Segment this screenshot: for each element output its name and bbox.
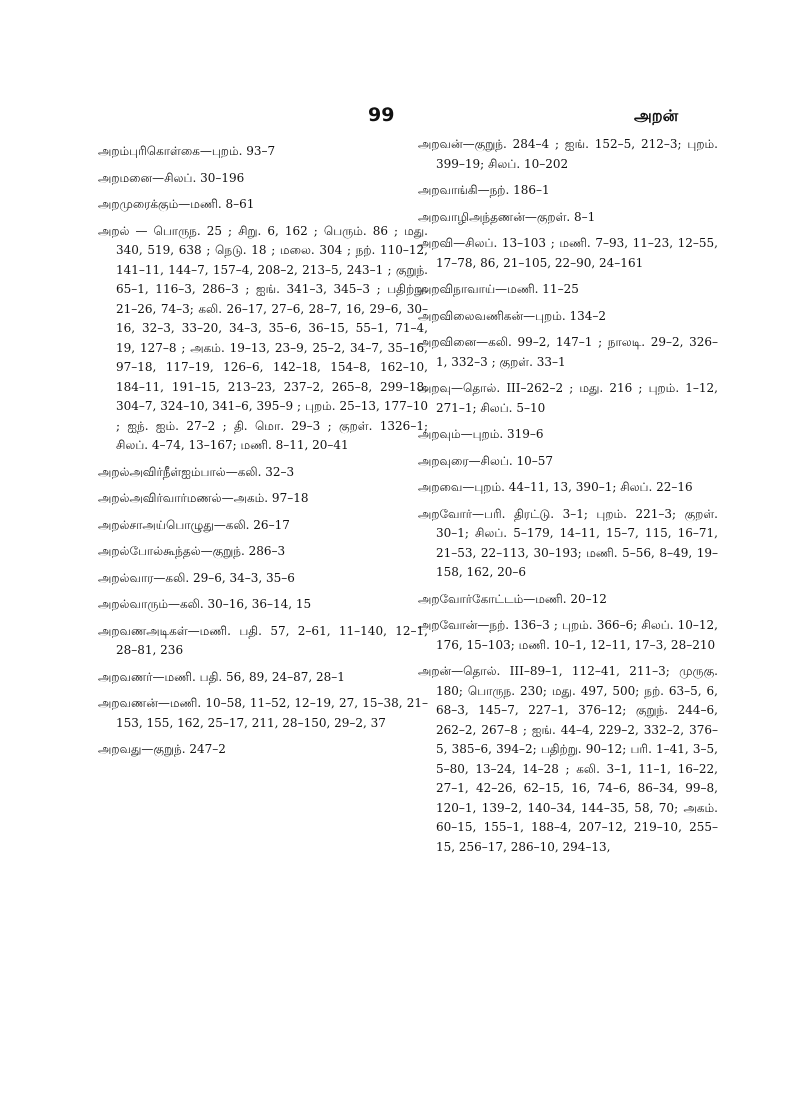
index-entry: அறவிலைவணிகன்—புறம். 134–2 bbox=[418, 308, 607, 323]
index-entry: அறல்வார—கலி. 29–6, 34–3, 35–6 bbox=[98, 570, 295, 585]
index-entry: அறல் — பொருந. 25 ; சிறு. 6, 162 ; பெரும். 86 ; மது. 340, 519, 638 ; நெடு. 18 ; மலை. 304 ; நற். 110–12, 141–11, 144–7, 157–4, 208–2, 213–5, 243–1 ; குறுந். 65–1, 116–3, 286–3 ; ஐங். 341–3, 345–3 ; பதிற்று. 21–26, 74–3; கலி. 26–17, 27–6, 28–7, 16, 29–6, 30–16, 32–3, 33–20, 34–3, 35–6, 36–15, 55–1, 71–4, 19, 127–8 ; அகம். 19–13, 23–9, 25–2, 34–7, 35–16, 97–18, 117–19, 126–6, 142–18, 154–8, 162–10, 184–11, 191–15, 213–23, 237–2, 265–8, 299–18, 304–7, 324–10, 341–6, 395–9 ; புறம். 25–13, 177–10 ; ஐந். ஐம். 27–2 ; தி. மொ. 29–3 ; குறள். 1326–1; சிலப். 4–74, 13–167; மணி. 8–11, 20–41 bbox=[98, 223, 428, 452]
index-entry: அறவணன்—மணி. 10–58, 11–52, 12–19, 27, 15–38, 21–153, 155, 162, 25–17, 211, 28–150, 29–2, 37 bbox=[98, 696, 428, 730]
index-entry: அறல்வாரும்—கலி. 30–16, 36–14, 15 bbox=[98, 597, 312, 611]
index-entry: அறமுரைக்கும்—மணி. 8–61 bbox=[98, 197, 255, 211]
index-entry: அறவாழிஅந்தணன்—குறள். 8–1 bbox=[418, 209, 596, 224]
index-entry: அறவு—தொல். III–262–2 ; மது. 216 ; புறம். 1–12, 271–1; சிலப். 5–10 bbox=[418, 381, 718, 415]
index-entry: அறவோர்கோட்டம்—மணி. 20–12 bbox=[418, 591, 607, 606]
index-entry: அறல்போல்கூந்தல்—குறுந். 286–3 bbox=[98, 544, 286, 558]
left-column bbox=[98, 142, 428, 767]
index-entry: அறவணர்—மணி. பதி. 56, 89, 24–87, 28–1 bbox=[98, 669, 345, 684]
index-entry: அறல்சாஅய்பொழுது—கலி. 26–17 bbox=[98, 517, 290, 532]
page-number: 99 bbox=[368, 104, 395, 126]
index-entry: அறல்அவிர்நீள்ஐம்பால்—கலி. 32–3 bbox=[98, 464, 295, 479]
index-entry: அறவன்—குறுந். 284–4 ; ஐங். 152–5, 212–3; புறம். 399–19; சிலப். 10–202 bbox=[418, 137, 718, 171]
index-entry: அறவிநாவாய்—மணி. 11–25 bbox=[418, 282, 579, 296]
running-headword: அறன் bbox=[634, 106, 679, 125]
index-entry: அறவினை—கலி. 99–2, 147–1 ; நாலடி. 29–2, 326–1, 332–3 ; குறள். 33–1 bbox=[418, 335, 718, 369]
index-entry: அறம்புரிகொள்கை—புறம். 93–7 bbox=[98, 144, 276, 158]
index-entry: அறவணஅடிகள்—மணி. பதி. 57, 2–61, 11–140, 12–1, 28–81, 236 bbox=[98, 623, 428, 657]
right-column bbox=[418, 135, 718, 864]
index-entry: அறவி—சிலப். 13–103 ; மணி. 7–93, 11–23, 12–55, 17–78, 86, 21–105, 22–90, 24–161 bbox=[418, 236, 718, 270]
index-entry: அறவாங்கி—நற். 186–1 bbox=[418, 183, 550, 197]
index-entry: அறமனை—சிலப். 30–196 bbox=[98, 170, 245, 185]
index-entry: அறவோன்—நற். 136–3 ; புறம். 366–6; சிலப். 10–12, 176, 15–103; மணி. 10–1, 12–11, 17–3, 28–210 bbox=[418, 618, 718, 652]
index-entry: அறவை—புறம். 44–11, 13, 390–1; சிலப். 22–16 bbox=[418, 480, 693, 494]
index-entry: அறவும்—புறம். 319–6 bbox=[418, 427, 544, 441]
index-entry: அறல்அவிர்வார்மணல்—அகம். 97–18 bbox=[98, 491, 309, 505]
index-entry: அறன்—தொல். III–89–1, 112–41, 211–3; முருகு. 180; பொருந. 230; மது. 497, 500; நற். 63–5, 6, 68–3, 145–7, 227–1, 376–12; குறுந். 244–6, 262–2, 267–8 ; ஐங். 44–4, 229–2, 332–2, 376–5, 385–6, 394–2; பதிற்று. 90–12; பரி. 1–41, 3–5, 5–80, 13–24, 14–28 ; கலி. 3–1, 11–1, 16–22, 27–1, 42–26, 62–15, 16, 74–6, 86–34, 99–8, 120–1, 139–2, 140–34, 144–35, 58, 70; அகம். 60–15, 155–1, 188–4, 207–12, 219–10, 255–15, 256–17, 286–10, 294–13, bbox=[418, 664, 718, 854]
index-entry: அறவுரை—சிலப். 10–57 bbox=[418, 453, 553, 468]
index-entry: அறவது—குறுந். 247–2 bbox=[98, 742, 226, 756]
index-entry: அறவோர்—பரி. திரட்டு. 3–1; புறம். 221–3; குறள். 30–1; சிலப். 5–179, 14–11, 15–7, 115, 16–71, 21–53, 22–113, 30–193; மணி. 5–56, 8–49, 19–158, 162, 20–6 bbox=[418, 506, 718, 579]
